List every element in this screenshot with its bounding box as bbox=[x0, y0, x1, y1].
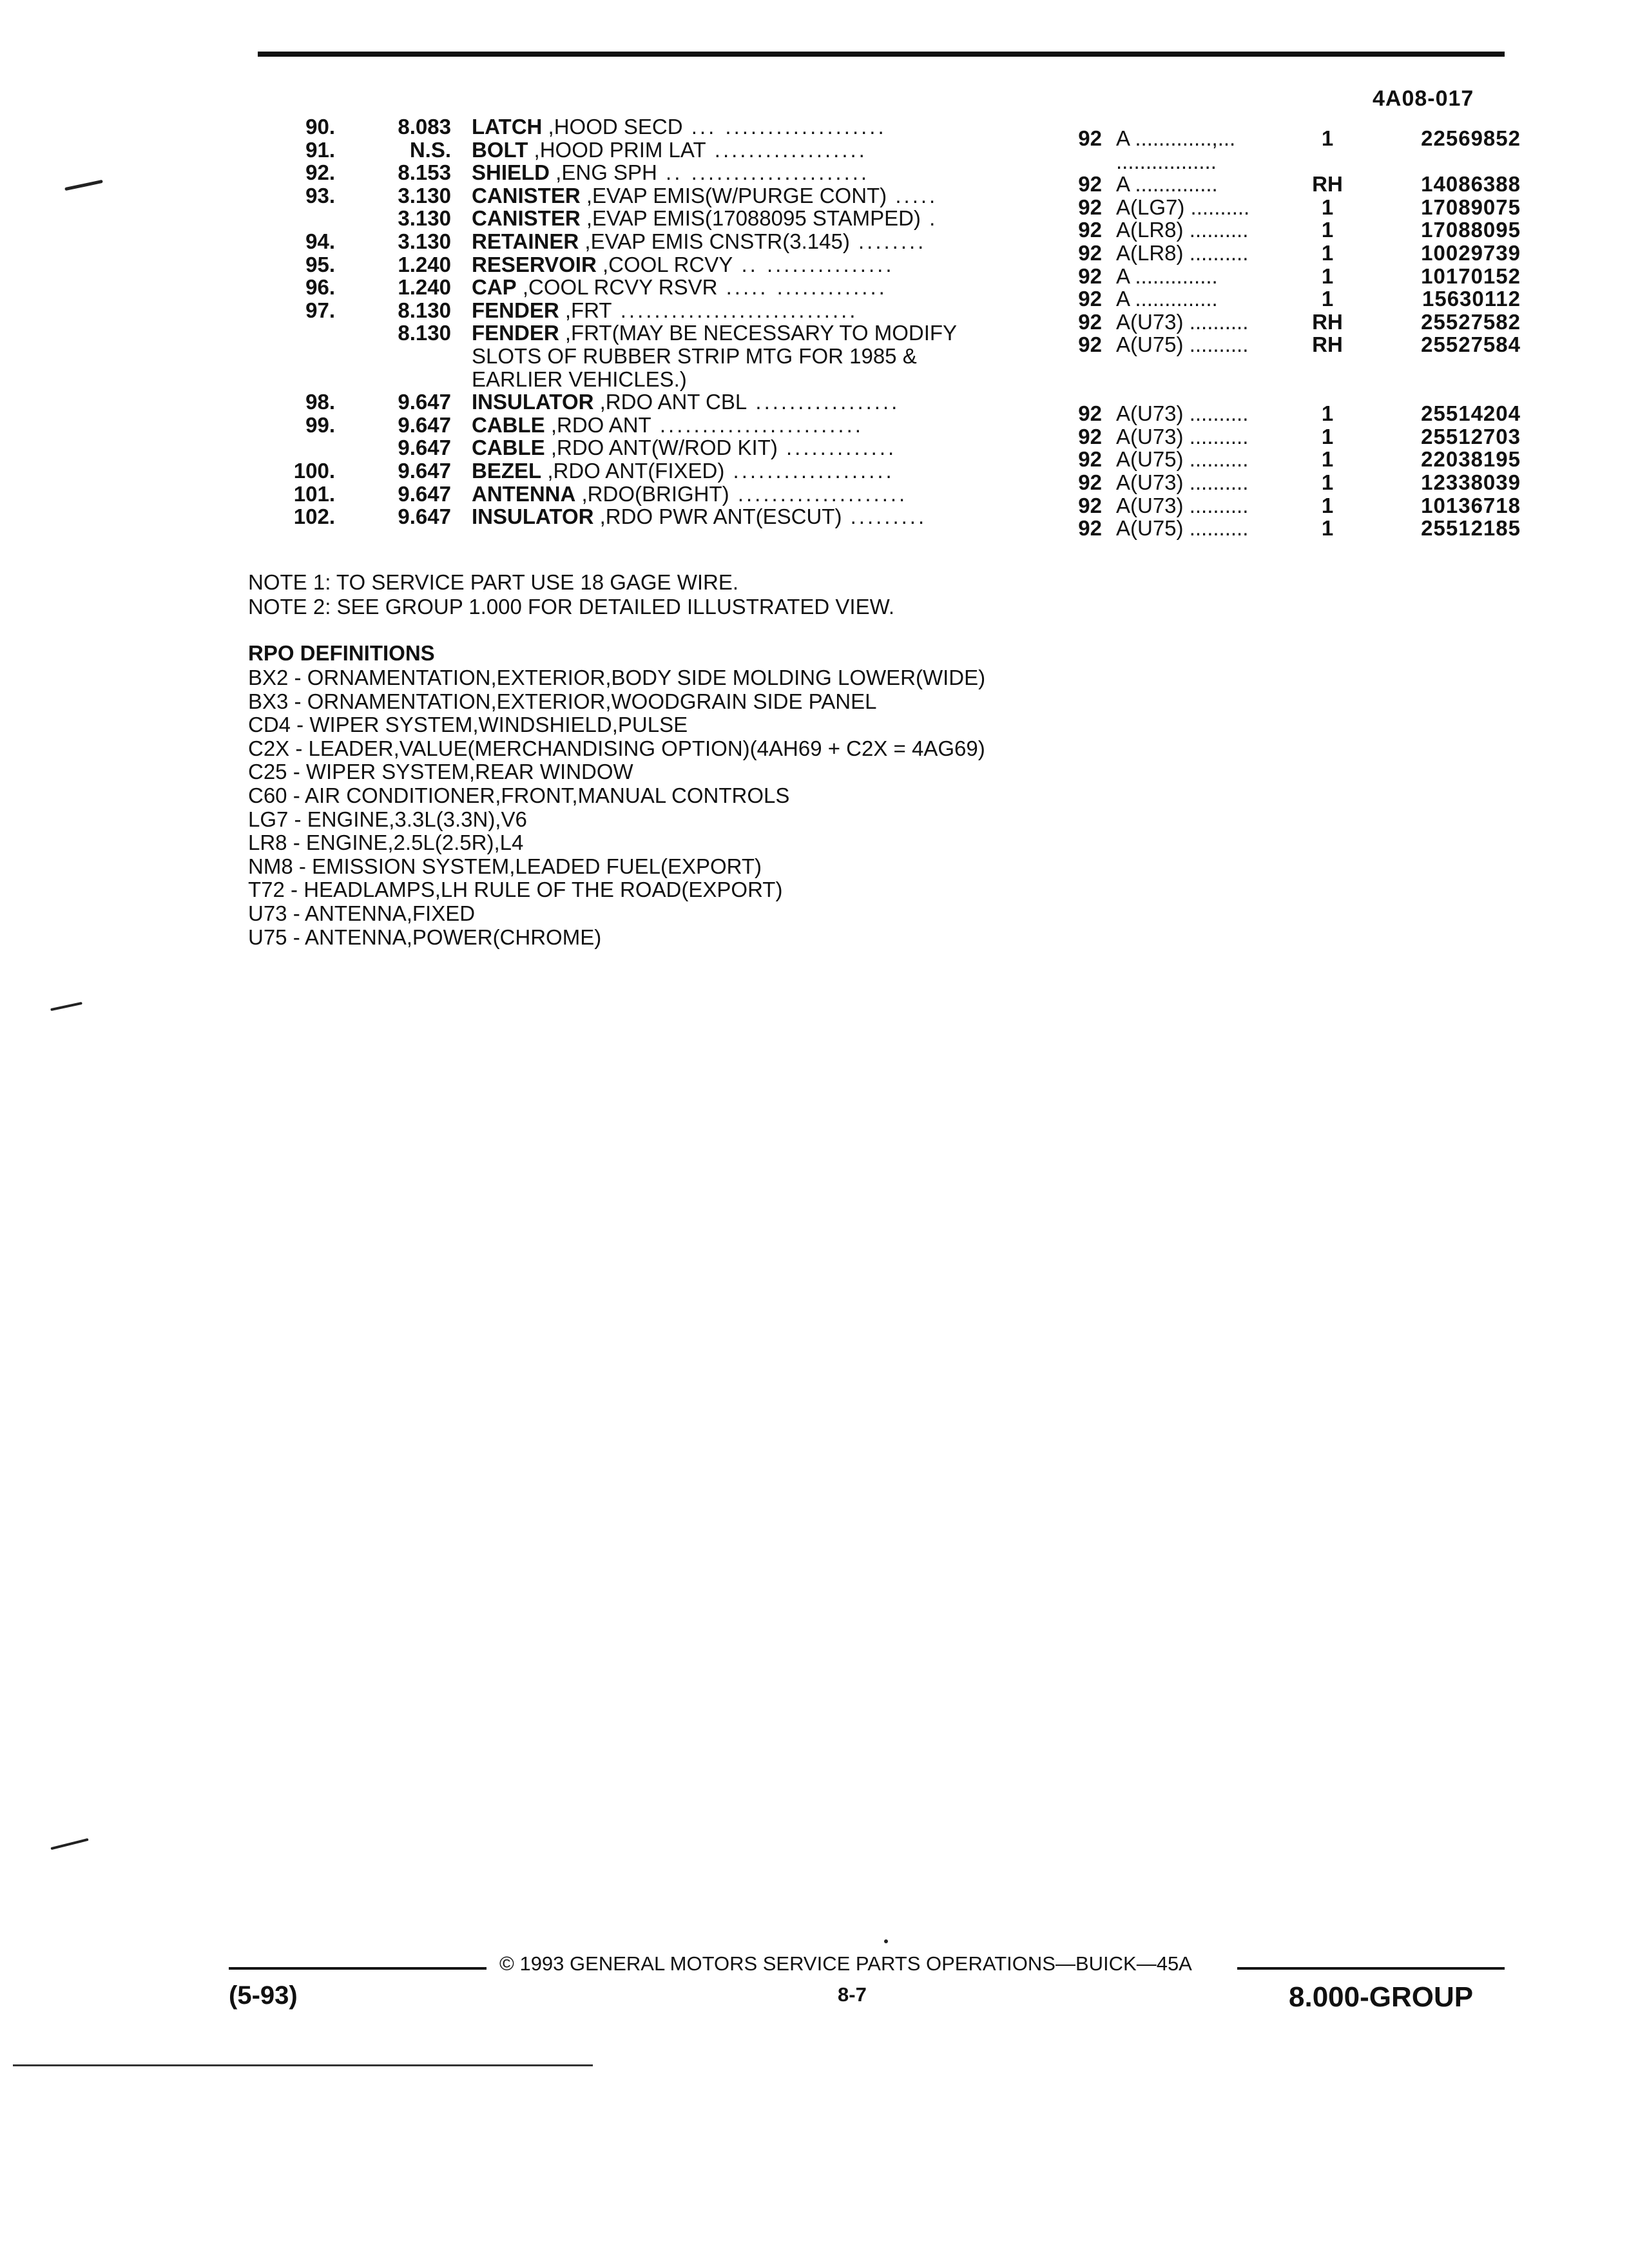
model-year: 92 bbox=[1078, 264, 1102, 288]
leader-dots: . bbox=[920, 206, 938, 231]
item-number: 94. bbox=[305, 229, 335, 253]
quantity: 1 bbox=[1321, 287, 1334, 311]
part-name: CABLE bbox=[472, 436, 545, 460]
footer-group: 8.000-GROUP bbox=[1289, 1981, 1474, 2013]
group-number: 8.130 bbox=[398, 321, 451, 345]
footer-copyright: © 1993 GENERAL MOTORS SERVICE PARTS OPERATIONS—BUICK—45A bbox=[499, 1952, 1192, 1975]
part-detail: ,ENG SPH bbox=[550, 160, 657, 185]
footer-date: (5-93) bbox=[229, 1981, 298, 2010]
model-year: 92 bbox=[1078, 493, 1102, 517]
part-number: 25512185 bbox=[1421, 516, 1521, 541]
part-name: CANISTER bbox=[472, 206, 581, 231]
quantity: RH bbox=[1312, 332, 1343, 357]
scan-speck bbox=[64, 180, 103, 191]
part-detail: ,HOOD SECD bbox=[542, 115, 683, 139]
part-detail: ,FRT bbox=[559, 298, 612, 322]
rpo-title: RPO DEFINITIONS bbox=[248, 641, 435, 665]
part-name: INSULATOR bbox=[472, 505, 594, 529]
group-number: 9.647 bbox=[398, 390, 451, 414]
model-year: 92 bbox=[1078, 309, 1102, 334]
part-number: 12338039 bbox=[1421, 470, 1521, 494]
part-number: 15630112 bbox=[1422, 287, 1521, 311]
rpo-definition: BX3 - ORNAMENTATION,EXTERIOR,WOODGRAIN SIDE PANEL bbox=[248, 689, 877, 713]
usage-code: ................. bbox=[1116, 149, 1217, 173]
usage-code: A(U75) .......... bbox=[1116, 332, 1249, 357]
leader-dots: ............. bbox=[777, 436, 897, 460]
page-id: 4A08-017 bbox=[1373, 86, 1474, 111]
leader-dots: ... ................... bbox=[682, 115, 887, 139]
note-line: NOTE 2: SEE GROUP 1.000 FOR DETAILED ILLUSTRATED VIEW. bbox=[248, 595, 895, 619]
part-number: 10029739 bbox=[1421, 240, 1521, 265]
rpo-definition: LG7 - ENGINE,3.3L(3.3N),V6 bbox=[248, 807, 527, 831]
leader-dots: ........ bbox=[849, 229, 927, 253]
usage-code: A(LR8) .......... bbox=[1116, 218, 1249, 242]
part-row bbox=[245, 505, 1534, 541]
model-year: 92 bbox=[1078, 332, 1102, 357]
item-number: 90. bbox=[305, 115, 335, 139]
part-name: ANTENNA bbox=[472, 481, 576, 506]
part-number: 22569852 bbox=[1421, 126, 1521, 150]
item-number: 99. bbox=[305, 412, 335, 437]
group-number: 1.240 bbox=[398, 275, 451, 300]
leader-dots: .................. bbox=[706, 137, 867, 162]
group-number: 9.647 bbox=[398, 412, 451, 437]
group-number: 3.130 bbox=[398, 183, 451, 207]
leader-dots: ................... bbox=[724, 458, 894, 483]
leader-dots: .. ..................... bbox=[657, 160, 870, 185]
part-name: BOLT bbox=[472, 137, 528, 162]
rpo-definition: U75 - ANTENNA,POWER(CHROME) bbox=[248, 925, 602, 949]
model-year: 92 bbox=[1078, 172, 1102, 197]
group-number: 1.240 bbox=[398, 252, 451, 276]
usage-code: A(U75) .......... bbox=[1116, 447, 1249, 472]
part-number: 14086388 bbox=[1421, 172, 1521, 197]
quantity: 1 bbox=[1321, 195, 1334, 219]
part-number: 25527582 bbox=[1421, 309, 1521, 334]
model-year: 92 bbox=[1078, 240, 1102, 265]
part-description bbox=[472, 344, 1245, 369]
model-year: 92 bbox=[1078, 470, 1102, 494]
part-detail: ,FRT(MAY BE NECESSARY TO MODIFY bbox=[559, 321, 958, 345]
group-number: 9.647 bbox=[398, 481, 451, 506]
usage-code: A(U73) .......... bbox=[1116, 493, 1249, 517]
model-year: 92 bbox=[1078, 218, 1102, 242]
item-number: 93. bbox=[305, 183, 335, 207]
quantity: 1 bbox=[1321, 126, 1334, 150]
group-number: 3.130 bbox=[398, 206, 451, 231]
part-detail: ,EVAP EMIS CNSTR(3.145) bbox=[579, 229, 850, 253]
item-number: 97. bbox=[305, 298, 335, 322]
model-year: 92 bbox=[1078, 424, 1102, 448]
note-line: NOTE 1: TO SERVICE PART USE 18 GAGE WIRE. bbox=[248, 570, 739, 594]
scan-speck bbox=[884, 1939, 888, 1943]
part-number: 17088095 bbox=[1421, 218, 1521, 242]
part-name: BEZEL bbox=[472, 458, 542, 483]
rpo-definition: C25 - WIPER SYSTEM,REAR WINDOW bbox=[248, 760, 633, 784]
part-number: 10136718 bbox=[1421, 493, 1521, 517]
part-detail: ,RDO ANT bbox=[545, 412, 651, 437]
part-number: 22038195 bbox=[1421, 447, 1521, 472]
rpo-definition: CD4 - WIPER SYSTEM,WINDSHIELD,PULSE bbox=[248, 713, 688, 737]
part-detail: ,COOL RCVY RSVR bbox=[516, 275, 718, 300]
part-name: CANISTER bbox=[472, 183, 581, 207]
part-detail: ,COOL RCVY bbox=[596, 252, 733, 276]
notes-block bbox=[248, 570, 894, 619]
bottom-rule bbox=[13, 2064, 593, 2066]
part-detail: ,RDO ANT(W/ROD KIT) bbox=[545, 436, 778, 460]
leader-dots: ..... bbox=[887, 183, 938, 207]
part-row bbox=[245, 367, 1534, 390]
group-number: 9.647 bbox=[398, 505, 451, 529]
quantity: 1 bbox=[1321, 447, 1334, 472]
item-number: 100. bbox=[293, 458, 335, 483]
footer-rule-right bbox=[1237, 1967, 1505, 1970]
usage-code: A .............. bbox=[1116, 287, 1218, 311]
group-number: 8.083 bbox=[398, 115, 451, 139]
quantity: 1 bbox=[1321, 264, 1334, 288]
model-year: 92 bbox=[1078, 447, 1102, 472]
quantity: 1 bbox=[1321, 493, 1334, 517]
part-detail: ,HOOD PRIM LAT bbox=[528, 137, 706, 162]
part-detail: ,EVAP EMIS(W/PURGE CONT) bbox=[580, 183, 887, 207]
leader-dots: ............................ bbox=[612, 298, 858, 322]
rpo-definition: T72 - HEADLAMPS,LH RULE OF THE ROAD(EXPORT) bbox=[248, 878, 783, 902]
quantity: 1 bbox=[1321, 240, 1334, 265]
rpo-definition: NM8 - EMISSION SYSTEM,LEADED FUEL(EXPORT) bbox=[248, 854, 762, 878]
scan-speck bbox=[50, 1838, 88, 1850]
rpo-lines bbox=[248, 666, 985, 948]
part-detail: ,RDO PWR ANT(ESCUT) bbox=[593, 505, 842, 529]
parts-list bbox=[245, 115, 1534, 541]
leader-dots: ................. bbox=[747, 390, 900, 414]
part-name: FENDER bbox=[472, 321, 559, 345]
leader-dots: ..... ............. bbox=[717, 275, 887, 300]
top-rule bbox=[258, 52, 1505, 57]
quantity: RH bbox=[1312, 172, 1343, 197]
part-name: SHIELD bbox=[472, 160, 550, 185]
item-number: 101. bbox=[293, 481, 335, 506]
group-number: 8.153 bbox=[398, 160, 451, 185]
group-number: 9.647 bbox=[398, 436, 451, 460]
item-number: 91. bbox=[305, 137, 335, 162]
usage-code: A(U73) .......... bbox=[1116, 309, 1249, 334]
model-year: 92 bbox=[1078, 516, 1102, 541]
part-number: 25514204 bbox=[1421, 401, 1521, 426]
group-number: N.S. bbox=[409, 137, 451, 162]
part-name: CAP bbox=[472, 275, 517, 300]
part-name: CABLE bbox=[472, 412, 545, 437]
usage-code: A .............,... bbox=[1116, 126, 1236, 150]
scan-speck bbox=[50, 1002, 82, 1011]
group-number: 9.647 bbox=[398, 458, 451, 483]
quantity: 1 bbox=[1321, 424, 1334, 448]
quantity: RH bbox=[1312, 309, 1343, 334]
quantity: 1 bbox=[1321, 218, 1334, 242]
leader-dots: .................... bbox=[729, 481, 908, 506]
part-detail: EARLIER VEHICLES.) bbox=[472, 367, 687, 391]
part-number: 25512703 bbox=[1421, 424, 1521, 448]
item-number: 92. bbox=[305, 160, 335, 185]
usage-code: A .............. bbox=[1116, 264, 1218, 288]
part-detail: SLOTS OF RUBBER STRIP MTG FOR 1985 & bbox=[472, 343, 917, 368]
part-name: INSULATOR bbox=[472, 390, 594, 414]
quantity: 1 bbox=[1321, 401, 1334, 426]
quantity: 1 bbox=[1321, 516, 1334, 541]
model-year: 92 bbox=[1078, 287, 1102, 311]
rpo-definition: LR8 - ENGINE,2.5L(2.5R),L4 bbox=[248, 831, 524, 855]
quantity: 1 bbox=[1321, 470, 1334, 494]
part-name: RESERVOIR bbox=[472, 252, 597, 276]
usage-code: A(LG7) .......... bbox=[1116, 195, 1250, 219]
model-year: 92 bbox=[1078, 126, 1102, 150]
part-detail: ,RDO(BRIGHT) bbox=[575, 481, 729, 506]
part-detail: ,RDO ANT CBL bbox=[593, 390, 747, 414]
footer-rule-left bbox=[229, 1967, 487, 1970]
part-number: 17089075 bbox=[1421, 195, 1521, 219]
usage-code: A(U73) .......... bbox=[1116, 401, 1249, 426]
item-number: 98. bbox=[305, 390, 335, 414]
rpo-definitions bbox=[248, 641, 985, 948]
leader-dots: .. ............... bbox=[733, 252, 894, 276]
group-number: 3.130 bbox=[398, 229, 451, 253]
rpo-definition: BX2 - ORNAMENTATION,EXTERIOR,BODY SIDE MOLDING LOWER(WIDE) bbox=[248, 666, 986, 689]
part-detail: ,EVAP EMIS(17088095 STAMPED) bbox=[580, 206, 921, 231]
part-name: FENDER bbox=[472, 298, 559, 322]
part-number: 10170152 bbox=[1421, 264, 1521, 288]
usage-code: A(U73) .......... bbox=[1116, 424, 1249, 448]
item-number: 102. bbox=[293, 505, 335, 529]
group-number: 8.130 bbox=[398, 298, 451, 322]
part-description bbox=[472, 367, 1245, 392]
part-name: LATCH bbox=[472, 115, 543, 139]
usage-code: A .............. bbox=[1116, 172, 1218, 197]
rpo-definition: U73 - ANTENNA,FIXED bbox=[248, 901, 476, 925]
usage-code: A(LR8) .......... bbox=[1116, 240, 1249, 265]
usage-code: A(U75) .......... bbox=[1116, 516, 1249, 541]
leader-dots: ........................ bbox=[651, 412, 863, 437]
item-number: 95. bbox=[305, 252, 335, 276]
part-name: RETAINER bbox=[472, 229, 579, 253]
model-year: 92 bbox=[1078, 195, 1102, 219]
usage-code: A(U73) .......... bbox=[1116, 470, 1249, 494]
model-year: 92 bbox=[1078, 401, 1102, 426]
item-number: 96. bbox=[305, 275, 335, 300]
rpo-definition: C2X - LEADER,VALUE(MERCHANDISING OPTION)(4AH69 + C2X = 4AG69) bbox=[248, 736, 985, 760]
rpo-definition: C60 - AIR CONDITIONER,FRONT,MANUAL CONTROLS bbox=[248, 783, 790, 807]
part-row bbox=[245, 344, 1534, 367]
leader-dots: ......... bbox=[842, 505, 927, 529]
part-number: 25527584 bbox=[1421, 332, 1521, 357]
footer-page-number: 8-7 bbox=[838, 1983, 867, 2006]
part-detail: ,RDO ANT(FIXED) bbox=[541, 458, 725, 483]
